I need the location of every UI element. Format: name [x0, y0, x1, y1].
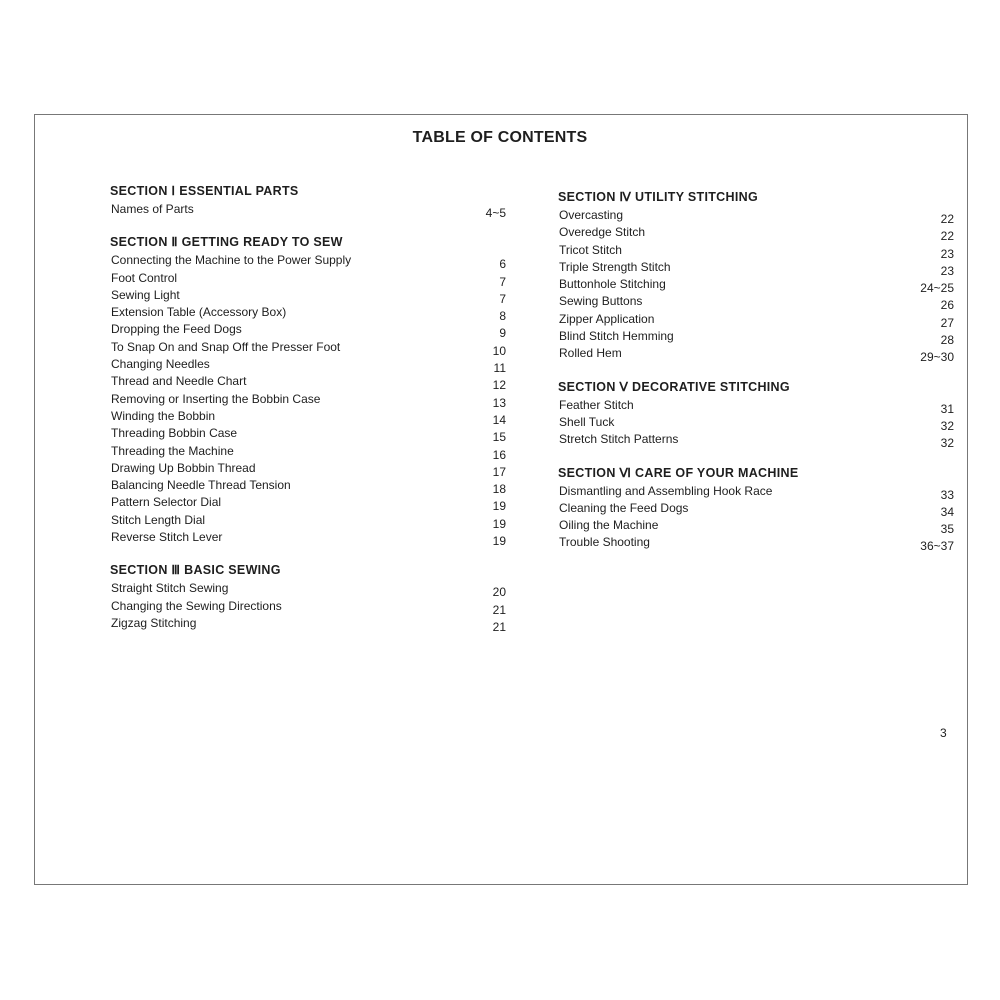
toc-entry-page: 9	[499, 326, 506, 341]
toc-entry	[110, 204, 506, 221]
toc-entry-page: 33	[940, 487, 954, 502]
section-heading: SECTION Ⅰ ESSENTIAL PARTS	[110, 184, 299, 198]
toc-entry-label: Pattern Selector Dial	[111, 495, 222, 510]
page-number: 3	[940, 726, 947, 740]
toc-entry-label: Tricot Stitch	[559, 242, 622, 257]
toc-entry-page: 16	[492, 447, 506, 462]
toc-entry-label: Dismantling and Assembling Hook Race	[559, 483, 773, 498]
toc-entry-label: Changing Needles	[111, 357, 210, 372]
toc-entry-label: Cleaning the Feed Dogs	[559, 500, 689, 515]
toc-entry-label: Straight Stitch Sewing	[111, 581, 229, 596]
toc-entry-label: Foot Control	[111, 270, 178, 285]
toc-column-left	[110, 178, 506, 635]
toc-entry-page: 28	[940, 333, 954, 348]
toc-entry-label: Changing the Sewing Directions	[111, 598, 282, 613]
toc-entry-page: 20	[492, 585, 506, 600]
toc-entry-label: Overcasting	[559, 208, 624, 222]
toc-entry-label: Removing or Inserting the Bobbin Case	[111, 391, 321, 406]
toc-entry-page: 14	[492, 412, 506, 427]
section-heading: SECTION Ⅵ CARE OF YOUR MACHINE	[558, 465, 799, 480]
toc-entry-page: 4~5	[485, 206, 506, 220]
toc-entry-label: Zigzag Stitching	[111, 615, 197, 630]
toc-column-right	[558, 184, 954, 555]
section-heading: SECTION Ⅳ UTILITY STITCHING	[558, 190, 758, 204]
section-spacer	[110, 549, 506, 557]
toc-entry-page: 23	[940, 246, 954, 261]
toc-entry-label: Sewing Buttons	[559, 294, 643, 309]
toc-entry-page: 32	[940, 418, 954, 433]
toc-entry-page: 24~25	[920, 281, 954, 296]
toc-entry-label: Zipper Application	[559, 311, 655, 326]
section-heading: SECTION Ⅲ BASIC SEWING	[110, 563, 281, 578]
toc-entry-page: 21	[492, 619, 506, 634]
page-title: TABLE OF CONTENTS	[412, 129, 588, 146]
toc-entry-page: 27	[940, 315, 954, 330]
toc-entry-page: 13	[492, 395, 506, 410]
toc-entry-page: 19	[492, 534, 506, 549]
toc-entry-page: 31	[940, 401, 954, 416]
toc-entry	[558, 348, 954, 365]
toc-entry-page: 17	[492, 464, 506, 479]
toc-entry-page: 15	[492, 430, 506, 445]
toc-entry-label: Oiling the Machine	[559, 518, 659, 533]
section-spacer	[558, 366, 954, 374]
toc-entry-page: 7	[499, 291, 506, 306]
toc-entry-label: Connecting the Machine to the Power Supply	[111, 253, 352, 268]
toc-entry-label: Stretch Stitch Patterns	[559, 432, 679, 447]
toc-entry-label: Sewing Light	[111, 287, 180, 302]
toc-entry-page: 36~37	[920, 539, 954, 554]
toc-entry-label: Triple Strength Stitch	[559, 259, 671, 274]
toc-entry-page: 12	[492, 378, 506, 393]
toc-entry-label: Thread and Needle Chart	[111, 374, 247, 389]
toc-entry-page: 18	[492, 482, 506, 497]
toc-entry-label: Buttonhole Stitching	[559, 277, 666, 292]
section-heading: SECTION Ⅴ DECORATIVE STITCHING	[558, 379, 790, 394]
toc-entry-label: Blind Stitch Hemming	[559, 329, 674, 344]
toc-entry-label: Reverse Stitch Lever	[111, 530, 223, 545]
toc-entry	[558, 434, 954, 451]
toc-entry-label: Feather Stitch	[559, 397, 634, 412]
toc-entry-page: 21	[492, 602, 506, 617]
toc-entry-page: 34	[940, 504, 954, 519]
toc-entry-page: 19	[492, 516, 506, 531]
toc-entry-label: Trouble Shooting	[559, 535, 650, 550]
toc-entry-label: Overedge Stitch	[559, 225, 646, 240]
toc-entry-page: 29~30	[920, 350, 954, 365]
section-heading: SECTION Ⅱ GETTING READY TO SEW	[110, 235, 343, 250]
toc-entry-label: Drawing Up Bobbin Thread	[111, 460, 256, 475]
toc-entry-page: 7	[499, 274, 506, 289]
toc-entry-label: Winding the Bobbin	[111, 408, 216, 423]
toc-entry-label: Names of Parts	[111, 202, 194, 216]
section-spacer	[110, 221, 506, 229]
toc-entry-page: 22	[940, 212, 954, 226]
toc-entry-page: 19	[492, 499, 506, 514]
toc-entry-page: 23	[940, 263, 954, 278]
toc-entry-page: 22	[940, 229, 954, 244]
toc-entry-page: 26	[940, 298, 954, 313]
toc-entry-label: Rolled Hem	[559, 346, 622, 361]
toc-entry	[558, 397, 954, 417]
toc-entry-label: Dropping the Feed Dogs	[111, 322, 242, 337]
toc-entry-page: 6	[499, 257, 506, 272]
toc-entry-label: Balancing Needle Thread Tension	[111, 478, 291, 493]
toc-entry-page: 11	[493, 361, 506, 376]
toc-entry-label: Threading Bobbin Case	[111, 426, 238, 441]
toc-entry-page: 35	[940, 522, 954, 537]
toc-entry-label: Threading the Machine	[111, 443, 234, 458]
toc-entry-page: 8	[499, 309, 506, 324]
toc-entry-label: Extension Table (Accessory Box)	[111, 305, 287, 320]
toc-entry-label: Shell Tuck	[559, 414, 615, 429]
toc-entry	[558, 537, 954, 554]
toc-entry-label: To Snap On and Snap Off the Presser Foot	[111, 339, 341, 354]
section-spacer	[558, 452, 954, 460]
toc-entry	[110, 532, 506, 549]
toc-entry-page: 10	[492, 343, 506, 358]
toc-entry-page: 32	[940, 436, 954, 451]
toc-entry-label: Stitch Length Dial	[111, 512, 206, 527]
toc-entry	[110, 615, 506, 635]
